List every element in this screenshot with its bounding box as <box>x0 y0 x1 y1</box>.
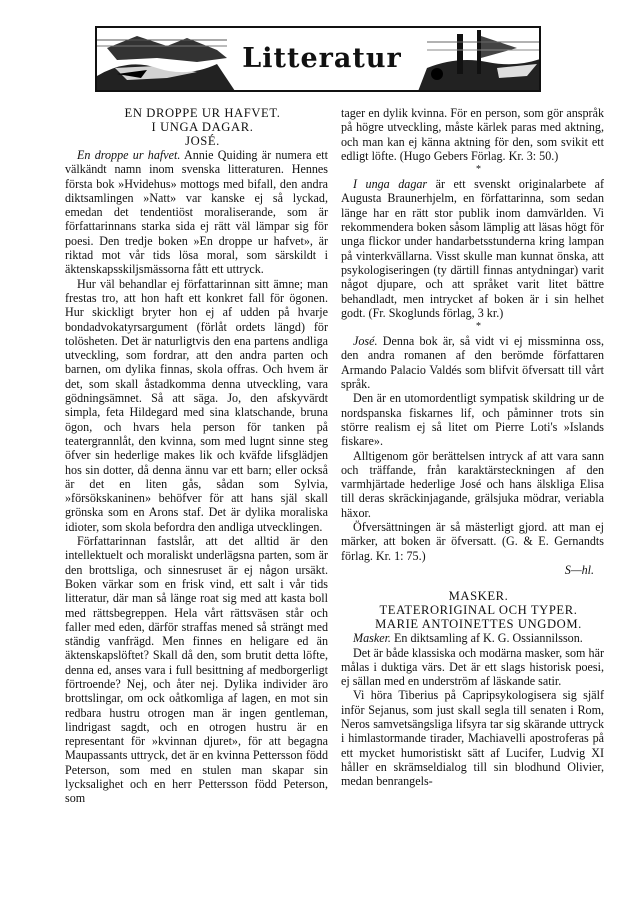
paragraph <box>65 148 328 277</box>
masthead-title: Litteratur <box>237 40 407 78</box>
book-title: I unga dagar <box>353 177 428 192</box>
separator-star: * <box>476 164 481 176</box>
masthead-banner <box>95 26 541 92</box>
book-title: José. <box>353 334 378 349</box>
right-column <box>341 106 604 788</box>
paragraph-text: Annie Quiding är numera ett välkändt namn inom svenska litteraturen. Hennes första bok »Hvidehus» mottogs med bifall, den andra diktsamlingen »Natt» var kanske ej så lyckad, emedan det tendentiöst moraliserande, som är författarinnans starka sida ej rätt väl lämpar sig för poesi. Den tredje boken »En droppe ur hafvet», är riktad mot vår tids lösa moral, som särskildt i äktenskapsskiljsmässorna fått ett uttryck. <box>65 148 328 277</box>
section-heading: I UNGA DAGAR. <box>151 120 254 134</box>
signature: S—hl. <box>564 562 594 577</box>
book-title: En droppe ur hafvet. <box>77 148 181 162</box>
left-column <box>65 106 328 806</box>
spacer <box>341 577 604 589</box>
paragraph: Den är en utomordentligt sympatisk skildring ur de nordspanska fiskarnes lif, och påminner trots sin större realism ej så litet om Pierre Loti's »Islands fiskare». <box>341 391 604 449</box>
paragraph-text: En diktsamling af K. G. Ossiannilsson. <box>393 631 583 646</box>
section-heading: JOSÉ. <box>185 134 220 148</box>
separator-star: * <box>476 321 481 333</box>
section-heading: TEATERORIGINAL OCH TYPER. <box>379 603 578 618</box>
paragraph-text: Denna bok är, så vidt vi ej missminna oss, den andra romanen af den berömde författaren Armando Palacio Valdés som blifvit öfversatt till vårt språk. <box>341 334 604 392</box>
section-heading: EN DROPPE UR HAFVET. <box>124 106 281 120</box>
book-title: Masker. <box>353 631 391 646</box>
paragraph <box>341 177 604 320</box>
paragraph: Författarinnan fastslår, att det alltid är den intellektuelt och moraliskt underlägsna parten, som är den brottsliga, och sinnesruset är ej någon ursäkt. Boken värkar som en frisk vind, ett salt i vår tids litteratur, där man så länge roat sig med att kasta boll med rättsbegreppen. Hela vårt rättsväsen står och faller med eden, därför straffas mened så strängt med ständig vanfrägd. Men finnes en heligare ed än äktenskapslöftet? Skall då den, som brutit detta löfte, denna ed, anses vara i full besittning af medborgerligt förtroende? Nej, och åter nej. Dylika individer äro brottslingar, om ock oåtkomliga af lagen, en mot sin redbara hustru otrogen man är ingen gentleman, lindrigast sagdt, och en otrogen hustru är en representant för »kvinnan djuret», för att begagna Maupassants uttryck, det är en kvinna Pettersson född Peterson, som med en stulen man skapar sin lycksalighet och en herr Pettersson född Peterson, som <box>65 534 328 806</box>
paragraph <box>341 631 604 645</box>
paragraph: Alltigenom gör berättelsen intryck af att vara sann och träffande, från karaktärsteckningen af den varmhjärtade hederlige José och hans älskliga Elisa till deras skräckinjagande, grälsjuka mödrar, veriabla häxor. <box>341 448 604 520</box>
section-heading: MASKER. <box>448 589 509 604</box>
paragraph: Hur väl behandlar ej författarinnan sitt ämne; man frestas tro, att hon haft ett konkret fall för ögonen. Hur skickligt bryter hon ej af udden på hvarje bondadvokatyrsargument (förlåt ordets längd) för tolösheten. Det är naturligtvis den ena partens andliga utveckling, som fordrar, att den andra parten och barnen, om dylika finnas, skola offras. Och hvem är det, som skall åstadkomma denna utveckling, vara gödningsämnet. Så att säga. Jo, den afskyvärdt simpla, feta Hildegard med sina klatschande, bruna ögon, och hvars hela person för tanken på teatergrannlåt, den kvinna, som med lugnt sinne steg öfver sin hederlige makes lik och kväfde lifsglädjen hos sin dotter, då denna ännu var ett barn; eller också är det en liten gås, sådan som Sylvia, »försökskaninen» behöfver för att hans själ skall grönska som en Arons staf. Det är dylika moraliska idioter, som skola befordra den andliga utvecklingen. <box>65 276 328 534</box>
paragraph-text: är ett svenskt originalarbete af Augusta Braunerhjelm, en författarinna, som sedan länge har en rätt stor publik inom damvärlden. Vi rekommendera boken såsom lämplig att läsas högt för unga flickor under handarbetsstunderna kring lampan på vinterkvällarna. Visst skulle man kunnat önska, att psykologiseringen (ty därtill finnas antydningar) varit något djupare, och att språket varit litet bättre behandladt, men intrycket af boken är i sin helhet godt. (Fr. Skoglunds förlag, 3 kr.) <box>341 177 604 320</box>
paragraph <box>341 334 604 391</box>
paragraph: Öfversättningen är så mästerligt gjord. att man ej märker, att boken är öfversatt. (G. & E. Gernandts förlag. Kr. 1: 75.) <box>341 520 604 563</box>
paragraph: Vi höra Tiberius på Capripsykologisera sig själf inför Sejanus, som just skall segla till senaten i Rom, Neros samvetsängsliga lifsyra tar sig skärande uttryck i himlastormande tirader, Machiavelli apostroferas på ett mycket humoristiskt sätt af Lucifer, Ludvig XI håller en skrämseldialog till sin blodhund Olivier, medan benrangels- <box>341 688 604 789</box>
paragraph: Det är både klassiska och modärna masker, som här målas i duktiga värs. Det är ett slags historisk poesi, ej sällan med en underström af läskande satir. <box>341 645 604 689</box>
paragraph: tager en dylik kvinna. För en person, som gör anspråk på högre utveckling, måste kärlek paras med aktning, och man kan ej känna aktning för den, som svikit ett edligt löfte. (Hugo Gebers Förlag. Kr. 3: 50.) <box>341 106 604 163</box>
section-heading: MARIE ANTOINETTES UNGDOM. <box>375 617 582 632</box>
